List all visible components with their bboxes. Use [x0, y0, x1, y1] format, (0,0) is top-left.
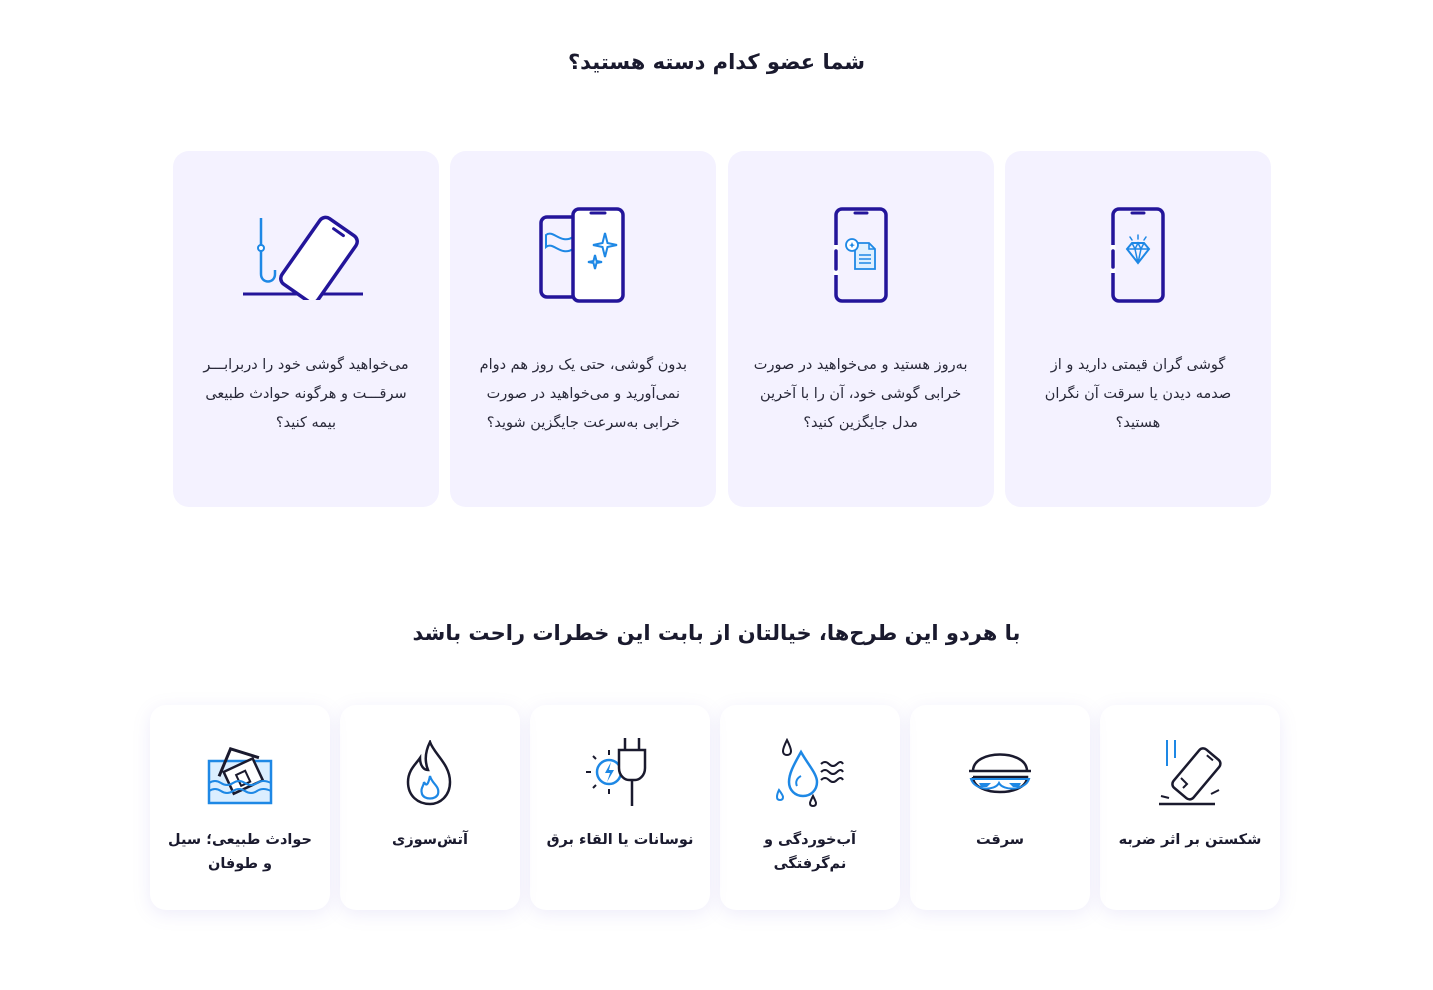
phone-replace-icon — [533, 205, 633, 305]
water-drops-icon — [775, 738, 845, 808]
member-card[interactable] — [728, 151, 994, 507]
phone-document-icon — [831, 205, 891, 305]
phone-hook-icon — [241, 210, 371, 300]
section-title-member: شما عضو کدام دسته هستید؟ — [567, 50, 866, 74]
section-title-risks: با هردو این طرح‌ها، خیالتان از بابت این خطرات راحت باشد — [412, 621, 1021, 645]
flood-house-icon — [205, 739, 275, 807]
risk-label: سرقت — [975, 832, 1025, 848]
risk-card[interactable] — [910, 705, 1090, 910]
risk-label: شکستن بر اثر ضربه — [1118, 832, 1262, 848]
broken-phone-icon — [1155, 738, 1225, 808]
risk-card[interactable] — [150, 705, 330, 910]
member-card-text: بدون گوشی، حتی یک روز هم دوام نمی‌آورید و می‌خواهید در صورت خرابی به‌سرعت جایگزین شوید؟ — [479, 357, 688, 431]
fire-icon — [402, 740, 458, 806]
member-card[interactable] — [450, 151, 716, 507]
risk-card[interactable] — [340, 705, 520, 910]
risk-card[interactable] — [530, 705, 710, 910]
thief-icon — [965, 743, 1035, 803]
member-category-list — [173, 151, 1271, 507]
risk-card[interactable] — [1100, 705, 1280, 910]
member-card-text: گوشی گران قیمتی دارید و از صدمه دیدن یا سرقت آن نگران هستید؟ — [1044, 357, 1232, 431]
member-card[interactable] — [1005, 151, 1271, 507]
member-card-text: می‌خواهید گوشی خود را دربرابـــر سرقـــت و هرگونه حوادث طبیعی بیمه کنید؟ — [203, 357, 409, 431]
member-card[interactable] — [173, 151, 439, 507]
risk-card[interactable] — [720, 705, 900, 910]
risk-label: حوادث طبیعی؛ سیل و طوفان — [168, 832, 312, 872]
risk-label: آتش‌سوزی — [392, 832, 468, 848]
risk-list — [150, 705, 1280, 910]
risk-label: آب‌خوردگی و نم‌گرفتگی — [763, 832, 857, 872]
phone-diamond-icon — [1108, 205, 1168, 305]
electric-plug-icon — [583, 736, 657, 810]
member-card-text: به‌روز هستید و می‌خواهید در صورت خرابی گوشی خود، آن را با آخرین مدل جایگزین کنید؟ — [753, 357, 968, 431]
risk-label: نوسانات یا القاء برق — [546, 832, 694, 848]
